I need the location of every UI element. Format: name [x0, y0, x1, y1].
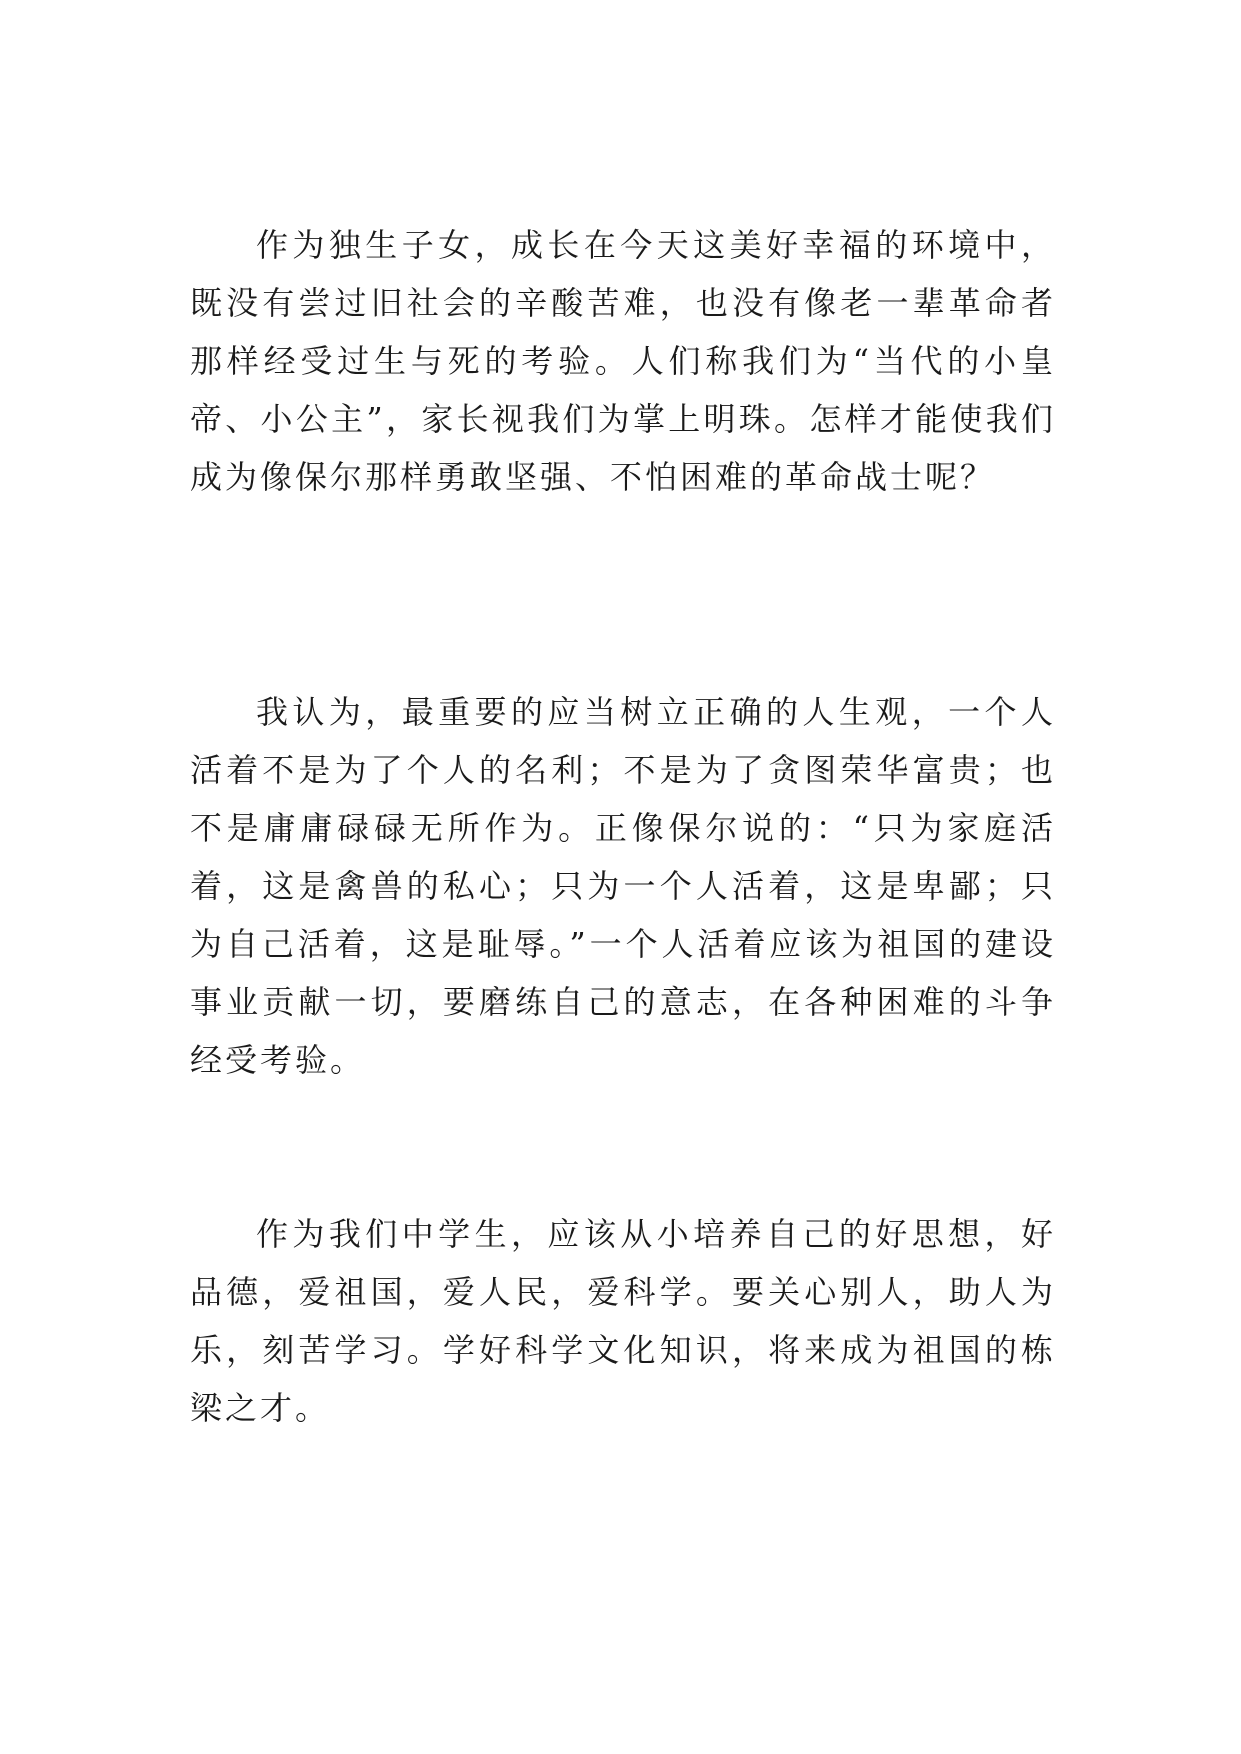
paragraph: 作为独生子女，成长在今天这美好幸福的环境中，既没有尝过旧社会的辛酸苦难，也没有像老一辈革命者那样经受过生与死的考验。人们称我们为“当代的小皇帝、小公主”，家长视我们为掌上明珠。怎样才能使我们成为像保尔那样勇敢坚强、不怕困难的革命战士呢？	[190, 226, 1056, 496]
paragraph: 作为我们中学生，应该从小培养自己的好思想，好品德，爱祖国，爱人民，爱科学。要关心别人，助人为乐，刻苦学习。学好科学文化知识，将来成为祖国的栋梁之才。	[190, 1215, 1056, 1427]
paragraph: 我认为，最重要的应当树立正确的人生观，一个人活着不是为了个人的名利；不是为了贪图荣华富贵；也不是庸庸碌碌无所作为。正像保尔说的：“只为家庭活着，这是禽兽的私心；只为一个人活着，这是卑鄙；只为自己活着，这是耻辱。”一个人活着应该为祖国的建设事业贡献一切，要磨练自己的意志，在各种困难的斗争经受考验。	[190, 693, 1056, 1079]
